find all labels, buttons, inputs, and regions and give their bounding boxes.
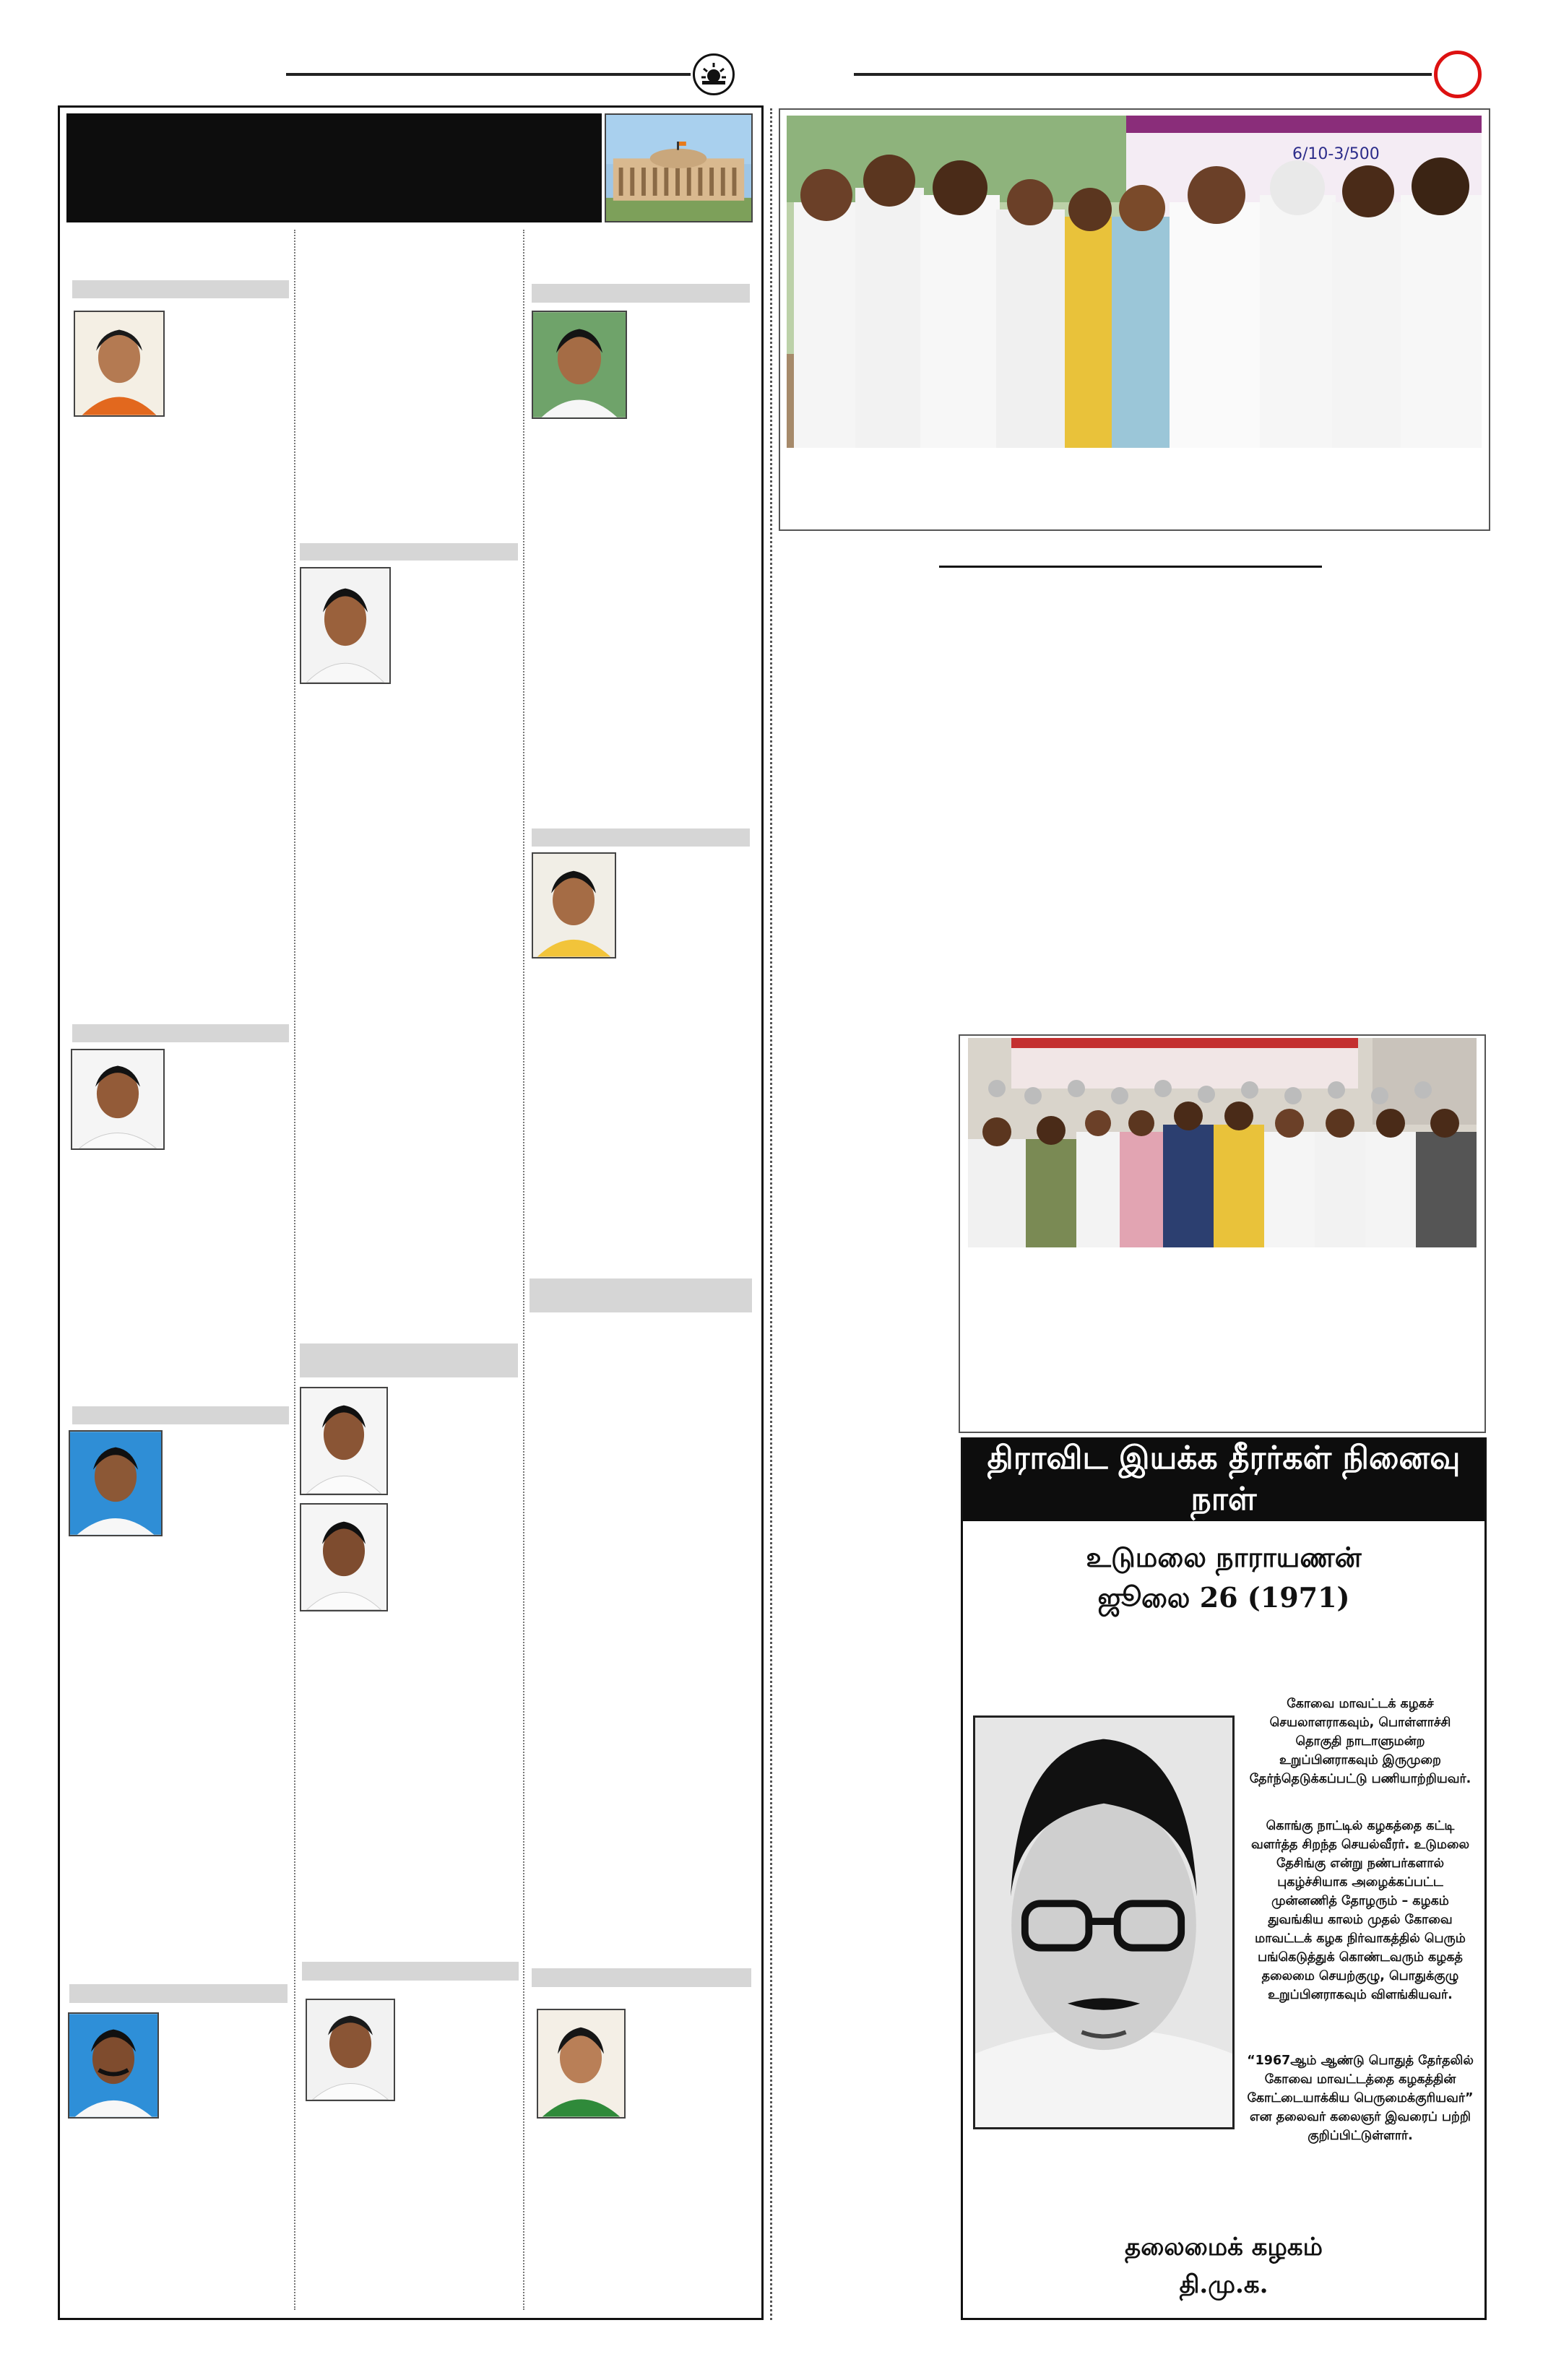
column-divider-1: [294, 230, 295, 2310]
event-photo-second: [968, 1038, 1477, 1247]
tribute-person-name: உடுமலை நாராயணன்: [1086, 1541, 1362, 1573]
tribute-heading: திராவிட இயக்க தீரர்கள் நினைவு நாள்: [963, 1440, 1484, 1521]
article-divider: [939, 566, 1322, 568]
tribute-paragraph-3: “1967ஆம் ஆண்டு பொதுத் தேர்தலில் கோவை மாவட்டத்தை கழகத்தின் கோட்டையாக்கிய பெருமைக்குரியவர்” என தலைவர் கலைஞர் இவரைப் பற்றி குறிப்பிட்டுள்ளார்.: [1247, 2054, 1474, 2143]
profile-band: [72, 1024, 289, 1042]
mp-portrait-photo: [300, 1503, 388, 1611]
mp-portrait-photo: [532, 311, 627, 419]
tribute-date: ஜூலை 26 (1971): [1097, 1581, 1350, 1614]
profile-band: [72, 280, 289, 298]
profile-band: [72, 1406, 289, 1424]
mp-portrait-photo: [71, 1049, 165, 1150]
profile-band: [302, 1962, 519, 1981]
mp-portrait-photo: [69, 1430, 163, 1536]
profile-band: [300, 1343, 518, 1377]
header-rule-left: [286, 73, 691, 76]
tribute-paragraph-1: கோவை மாவட்டக் கழகச் செயலாளராகவும், பொள்ளாச்சி தொகுதி நாடாளுமன்ற உறுப்பினராகவும் இருமுறை தேர்ந்தெடுக்கப்பட்டு பணியாற்றியவர்.: [1249, 1697, 1471, 1786]
parliament-headline-banner: [66, 113, 602, 222]
profile-band: [532, 828, 750, 847]
column-divider-2: [523, 230, 524, 2310]
mp-portrait-photo: [532, 852, 616, 959]
profile-band: [532, 284, 750, 303]
page-number-circle-icon: [1434, 51, 1482, 98]
profile-band: [300, 543, 518, 561]
profile-band: [532, 1968, 751, 1987]
tribute-footer-org: தலைமைக் கழகம்: [1125, 2233, 1323, 2262]
mp-portrait-photo: [68, 2012, 159, 2119]
mp-portrait-photo: [74, 311, 165, 417]
parliament-building-photo: [605, 113, 753, 222]
rising-sun-icon: [693, 53, 735, 95]
event-banner-text: 6/10-3/500: [1292, 145, 1380, 163]
tribute-footer-party: தி.மு.க.: [1179, 2270, 1268, 2299]
mp-portrait-photo: [306, 1999, 395, 2101]
header-rule-right: [854, 73, 1432, 76]
tribute-portrait-photo: [973, 1715, 1235, 2129]
profile-band: [530, 1278, 752, 1312]
page-column-divider: [770, 108, 772, 2320]
mp-portrait-photo: [537, 2009, 626, 2119]
profile-band: [69, 1984, 288, 2003]
event-photo-top: [787, 116, 1482, 448]
mp-portrait-photo: [300, 1387, 388, 1495]
mp-portrait-photo: [300, 567, 391, 684]
tribute-paragraph-2: கொங்கு நாட்டில் கழகத்தை கட்டி வளர்த்த சிறந்த செயல்வீரர். உடுமலை தேசிங்கு என்று நண்பர்களால் புகழ்ச்சியாக அழைக்கப்பட்ட முன்னணித் தோழரும் – கழகம் துவங்கிய காலம் முதல் கோவை மாவட்டக் கழக நிர்வாகத்தில் பெரும் பங்கெடுத்துக் கொண்டவரும் கழகத் தலைமை செயற்குழு, பொதுக்குழு உறுப்பினராகவும் விளங்கியவர்.: [1250, 1819, 1470, 2002]
